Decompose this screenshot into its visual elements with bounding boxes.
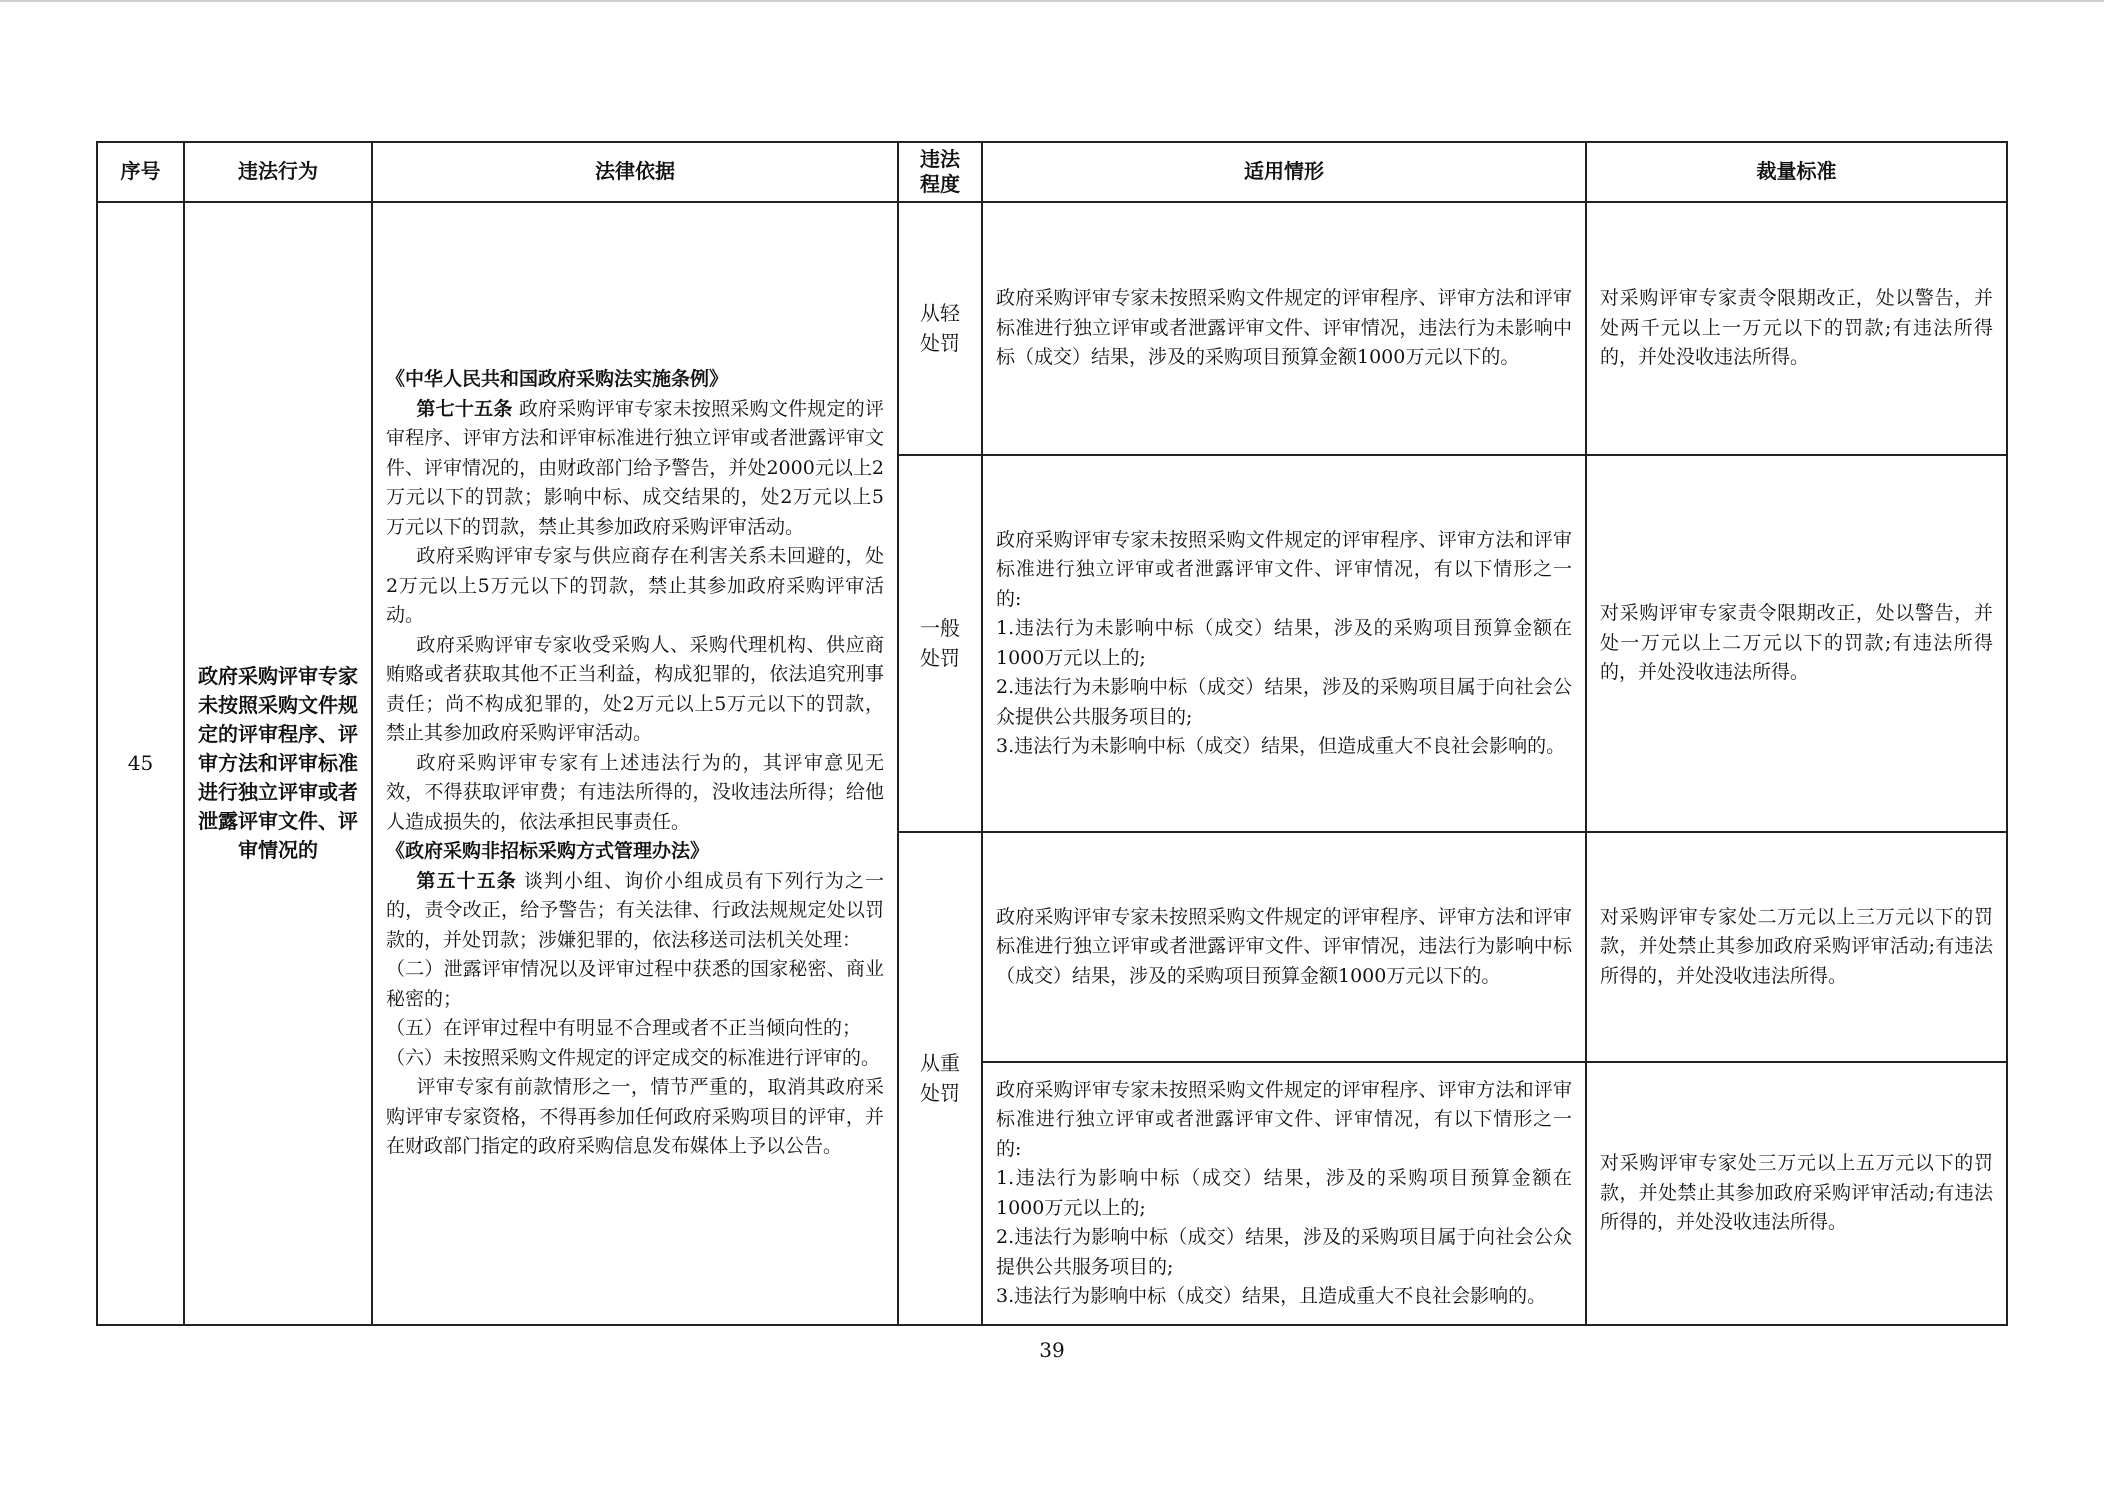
situation-light [982,202,1586,455]
header-standard-label: 裁量标准 [1756,159,1837,184]
law2-article-head: 第五十五条 [416,869,517,892]
law1-para2: 政府采购评审专家与供应商存在利害关系未回避的，处2万元以上5万元以下的罚款，禁止其参加政府采购评审活动。 [386,545,884,627]
legal-basis-cell [372,202,898,1325]
row-behavior [184,202,372,1325]
degree-general [898,455,982,832]
situation-heavy-b-item-1: 1.违法行为影响中标（成交）结果，涉及的采购项目预算金额在1000万元以上的; [996,1167,1572,1219]
law1-article-75 [386,395,884,543]
situation-light-text: 政府采购评审专家未按照采购文件规定的评审程序、评审方法和评审标准进行独立评审或者泄露评审文件、评审情况，违法行为未影响中标（成交）结果，涉及的采购项目预算金额1000万元以下的。 [996,287,1572,369]
row-behavior-text: 政府采购评审专家未按照采购文件规定的评审程序、评审方法和评审标准进行独立评审或者泄露评审文件、评审情况的 [198,664,358,862]
header-seq [97,142,184,202]
law2-title: 《政府采购非招标采购方式管理办法》 [386,840,710,863]
situation-heavy-b-intro: 政府采购评审专家未按照采购文件规定的评审程序、评审方法和评审标准进行独立评审或者泄露评审文件、评审情况，有以下情形之一的: [996,1078,1572,1160]
standard-heavy-b-text: 对采购评审专家处三万元以上五万元以下的罚款，并处禁止其参加政府采购评审活动;有违法所得的，并处没收违法所得。 [1600,1152,1993,1234]
standard-heavy-b [1586,1062,2007,1325]
header-standard [1586,142,2007,202]
header-situation-label: 适用情形 [1244,159,1324,184]
page-number: 39 [1039,1338,1065,1362]
header-situation [982,142,1586,202]
law2-article-55 [386,867,884,956]
header-legal-basis-label: 法律依据 [595,159,675,184]
header-behavior-label: 违法行为 [238,159,318,184]
header-degree [898,142,982,202]
situation-heavy-b [982,1062,1586,1325]
situation-general-item-1: 1.违法行为未影响中标（成交）结果，涉及的采购项目预算金额在1000万元以上的; [996,617,1572,669]
degree-heavy [898,832,982,1325]
header-behavior [184,142,372,202]
standard-general-text: 对采购评审专家责令限期改正，处以警告，并处一万元以上二万元以下的罚款;有违法所得的，并处没收违法所得。 [1600,602,1993,684]
situation-heavy-b-item-3: 3.违法行为影响中标（成交）结果，且造成重大不良社会影响的。 [996,1285,1547,1307]
law2-article-text: 谈判小组、询价小组成员有下列行为之一的，责令改正，给予警告；有关法律、行政法规规定处以罚款的，并处罚款；涉嫌犯罪的，依法移送司法机关处理： [386,869,884,951]
situation-heavy-b-item-2: 2.违法行为影响中标（成交）结果，涉及的采购项目属于向社会公众提供公共服务项目的; [996,1226,1572,1278]
row-seq-value: 45 [127,750,154,775]
situation-general-item-2: 2.违法行为未影响中标（成交）结果，涉及的采购项目属于向社会公众提供公共服务项目的; [996,676,1572,728]
degree-heavy-label: 从重 处罚 [920,1051,960,1105]
standard-light [1586,202,2007,455]
law1-para4: 政府采购评审专家有上述违法行为的，其评审意见无效，不得获取评审费；有违法所得的，没收违法所得；给他人造成损失的，依法承担民事责任。 [386,751,884,833]
degree-general-label: 一般 处罚 [920,616,960,670]
degree-light-label: 从轻 处罚 [920,301,960,355]
law1-title: 《中华人民共和国政府采购法实施条例》 [386,368,729,391]
law2-item-5: （五）在评审过程中有明显不合理或者不正当倾向性的； [386,1017,862,1040]
law2-item-2: （二）泄露评审情况以及评审过程中获悉的国家秘密、商业秘密的； [386,958,884,1010]
situation-general [982,455,1586,832]
row-seq [97,202,184,1325]
situation-general-intro: 政府采购评审专家未按照采购文件规定的评审程序、评审方法和评审标准进行独立评审或者泄露评审文件、评审情况，有以下情形之一的: [996,528,1572,610]
standard-general [1586,455,2007,832]
header-seq-label: 序号 [120,159,161,184]
header-legal-basis [372,142,898,202]
situation-heavy-a [982,832,1586,1062]
law1-para3: 政府采购评审专家收受采购人、采购代理机构、供应商贿赂或者获取其他不正当利益，构成犯罪的，依法追究刑事责任；尚不构成犯罪的，处2万元以上5万元以下的罚款，禁止其参加政府采购评审活动。 [386,633,884,745]
header-degree-label: 违法 程度 [920,147,960,196]
situation-general-item-3: 3.违法行为未影响中标（成交）结果，但造成重大不良社会影响的。 [996,735,1566,757]
law2-para2: 评审专家有前款情形之一，情节严重的，取消其政府采购评审专家资格，不得再参加任何政府采购项目的评审，并在财政部门指定的政府采购信息发布媒体上予以公告。 [386,1076,884,1158]
degree-light [898,202,982,455]
law1-article-head: 第七十五条 [416,397,513,420]
situation-heavy-a-text: 政府采购评审专家未按照采购文件规定的评审程序、评审方法和评审标准进行独立评审或者泄露评审文件、评审情况，违法行为影响中标（成交）结果，涉及的采购项目预算金额1000万元以下的。 [996,905,1572,987]
standard-heavy-a-text: 对采购评审专家处二万元以上三万元以下的罚款，并处禁止其参加政府采购评审活动;有违法所得的，并处没收违法所得。 [1600,905,1993,987]
law1-article-text: 政府采购评审专家未按照采购文件规定的评审程序、评审方法和评审标准进行独立评审或者泄露评审文件、评审情况的，由财政部门给予警告，并处2000元以上2万元以下的罚款；影响中标、成交结果的，处2万元以上5万元以下的罚款，禁止其参加政府采购评审活动。 [386,397,884,538]
law2-item-6: （六）未按照采购文件规定的评定成交的标准进行评审的。 [386,1046,881,1069]
standard-light-text: 对采购评审专家责令限期改正，处以警告，并处两千元以上一万元以下的罚款;有违法所得的，并处没收违法所得。 [1600,287,1993,369]
standard-heavy-a [1586,832,2007,1062]
